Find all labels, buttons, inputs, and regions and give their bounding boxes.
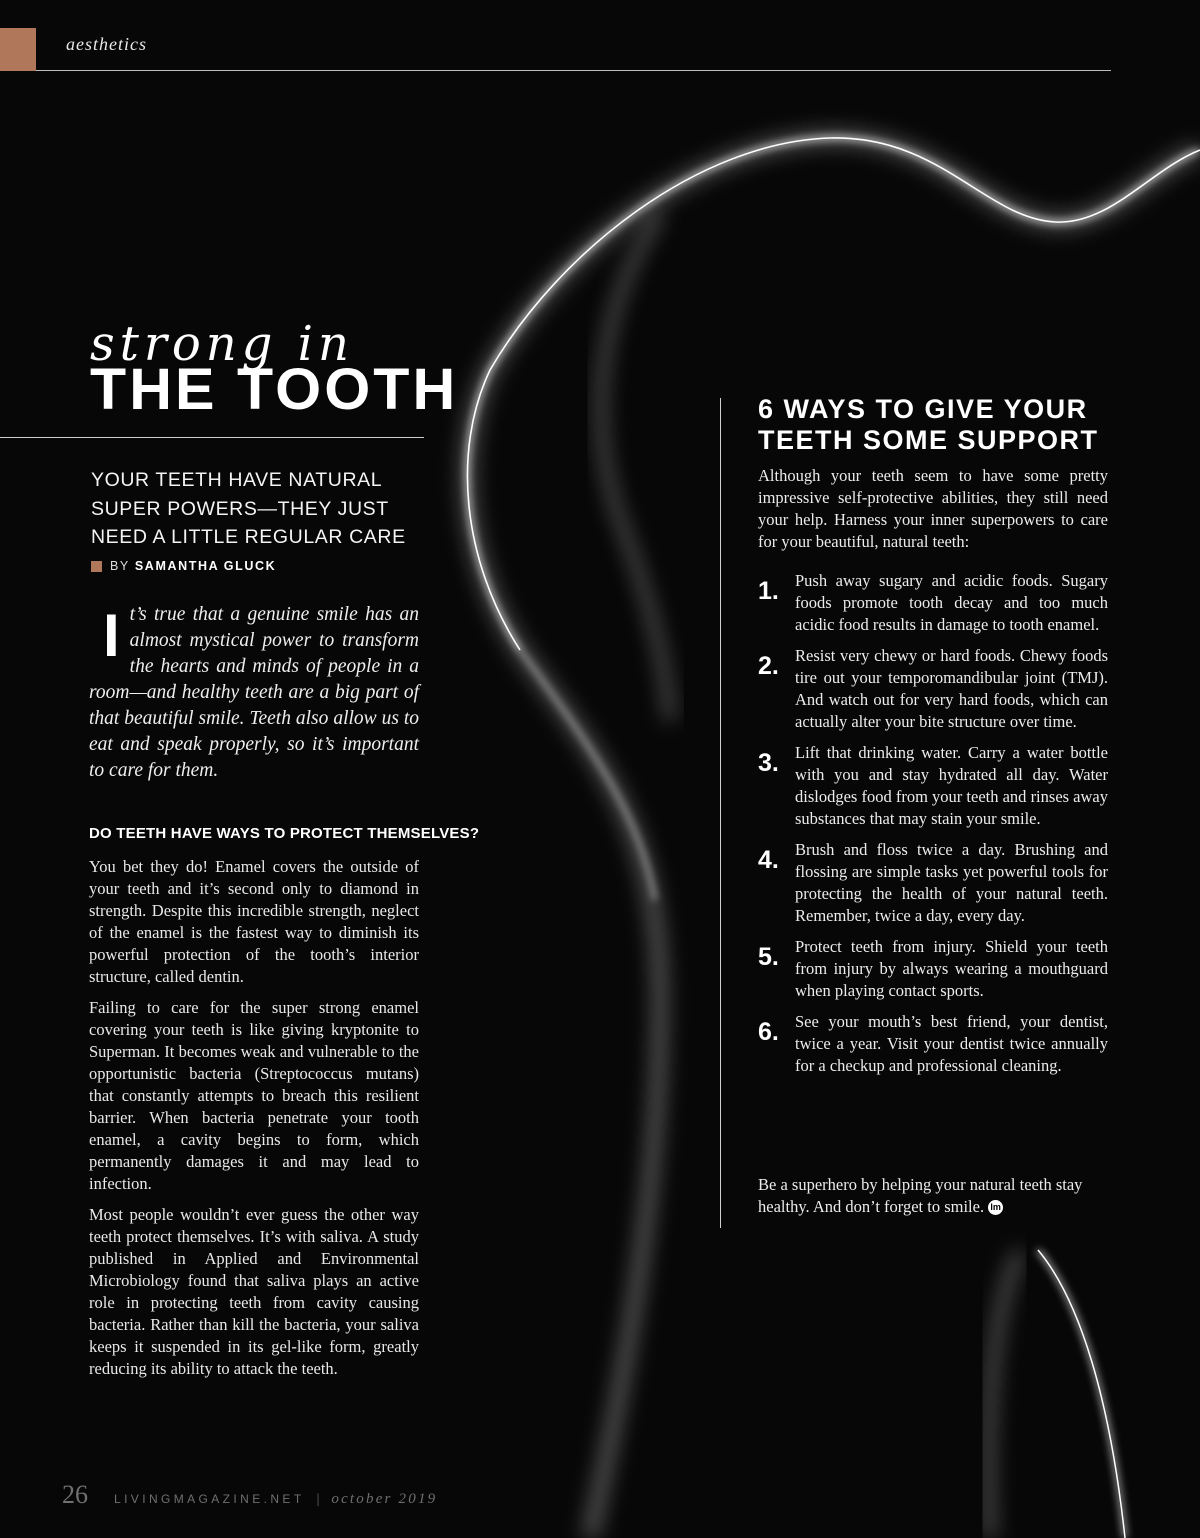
article-body (89, 856, 419, 1389)
list-number: 2. (758, 652, 779, 680)
list-number: 6. (758, 1018, 779, 1046)
list-number: 1. (758, 577, 779, 605)
intro-paragraph (89, 602, 419, 784)
headline-main: THE TOOTH (90, 357, 459, 422)
page-footer (62, 1480, 437, 1510)
list-text: Resist very chewy or hard foods. Chewy foods tire out your temporomandibular joint (TMJ). And watch out for very hard foods, which can actually alter your bite structure over time. (795, 646, 1108, 731)
byline-prefix: BY (110, 559, 130, 573)
closing-text: Be a superhero by helping your natural teeth stay healthy. And don’t forget to smile. (758, 1175, 1083, 1216)
list-item (758, 742, 1108, 830)
body-paragraph: Failing to care for the super strong enamel covering your teeth is like giving kryptonite to Superman. It becomes weak and vulnerable to the opportunistic bacteria (Streptococcus mutans) that constantly attempts to breach this resilient barrier. When bacteria penetrate your tooth enamel, a cavity begins to form, which permanently damages it and may lead to infection. (89, 998, 419, 1193)
list-number: 5. (758, 943, 779, 971)
article-deck: YOUR TEETH HAVE NATURAL SUPER POWERS—THEY JUST NEED A LITTLE REGULAR CARE (91, 469, 406, 548)
sidebar-title: 6 WAYS TO GIVE YOUR TEETH SOME SUPPORT (758, 394, 1099, 455)
list-text: Brush and floss twice a day. Brushing and flossing are simple tasks yet powerful tools for protecting the health of your natural teeth. Remember, twice a day, every day. (795, 840, 1108, 925)
list-item (758, 570, 1108, 636)
column-divider (720, 398, 721, 1228)
footer-issue: october 2019 (331, 1491, 438, 1507)
section-label: aesthetics (66, 34, 147, 54)
list-item (758, 936, 1108, 1002)
ways-list (758, 570, 1108, 1086)
list-item (758, 645, 1108, 733)
footer-site: LIVINGMAGAZINE.NET (114, 1492, 305, 1506)
page-number: 26 (62, 1480, 88, 1509)
intro-text: t’s true that a genuine smile has an almost mystical power to transform the hearts and minds of people in a room—and healthy teeth are a big part of that beautiful smile. Teeth also allow us to eat and speak properly, so it’s important to care for them. (89, 604, 419, 781)
body-paragraph: You bet they do! Enamel covers the outside of your teeth and it’s second only to diamond in strength. Despite this incredible strength, neglect of the enamel is the fastest way to diminish its powerful protection of the tooth’s interior structure, called dentin. (89, 857, 419, 986)
list-text: Push away sugary and acidic foods. Sugary foods promote tooth decay and too much acidic food results in damage to tooth enamel. (795, 571, 1108, 634)
list-item (758, 1011, 1108, 1077)
dropcap: I (103, 602, 120, 669)
title-rule (0, 437, 424, 438)
body-paragraph: Most people wouldn’t ever guess the other way teeth protect themselves. It’s with saliva. A study published in Applied and Environmental Microbiology found that saliva plays an active role in protecting teeth from cavity causing bacteria. Rather than kill the bacteria, your saliva keeps it suspended in its gel-like form, greatly reducing its ability to attack the teeth. (89, 1205, 419, 1378)
list-number: 4. (758, 846, 779, 874)
list-text: Lift that drinking water. Carry a water bottle with you and stay hydrated all day. Water dislodges food from your teeth and rinses away substances that may stain your smile. (795, 743, 1108, 828)
list-text: See your mouth’s best friend, your dentist, twice a year. Visit your dentist twice annually for a checkup and professional cleaning. (795, 1012, 1108, 1075)
list-text: Protect teeth from injury. Shield your teeth from injury by always wearing a mouthguard when playing contact sports. (795, 937, 1108, 1000)
footer-separator: | (316, 1492, 320, 1507)
list-number: 3. (758, 749, 779, 777)
sidebar-intro: Although your teeth seem to have some pretty impressive self-protective abilities, they still need your help. Harness your inner superpowers to care for your beautiful, natural teeth: (758, 466, 1108, 551)
end-mark-icon: lm (988, 1200, 1003, 1215)
byline (91, 559, 276, 573)
headline-script: strong in (90, 316, 354, 372)
article-subhead: DO TEETH HAVE WAYS TO PROTECT THEMSELVES? (89, 825, 480, 842)
byline-author: SAMANTHA GLUCK (134, 559, 277, 573)
list-item (758, 839, 1108, 927)
byline-square-icon (91, 561, 102, 572)
sidebar-closing (758, 1174, 1108, 1218)
